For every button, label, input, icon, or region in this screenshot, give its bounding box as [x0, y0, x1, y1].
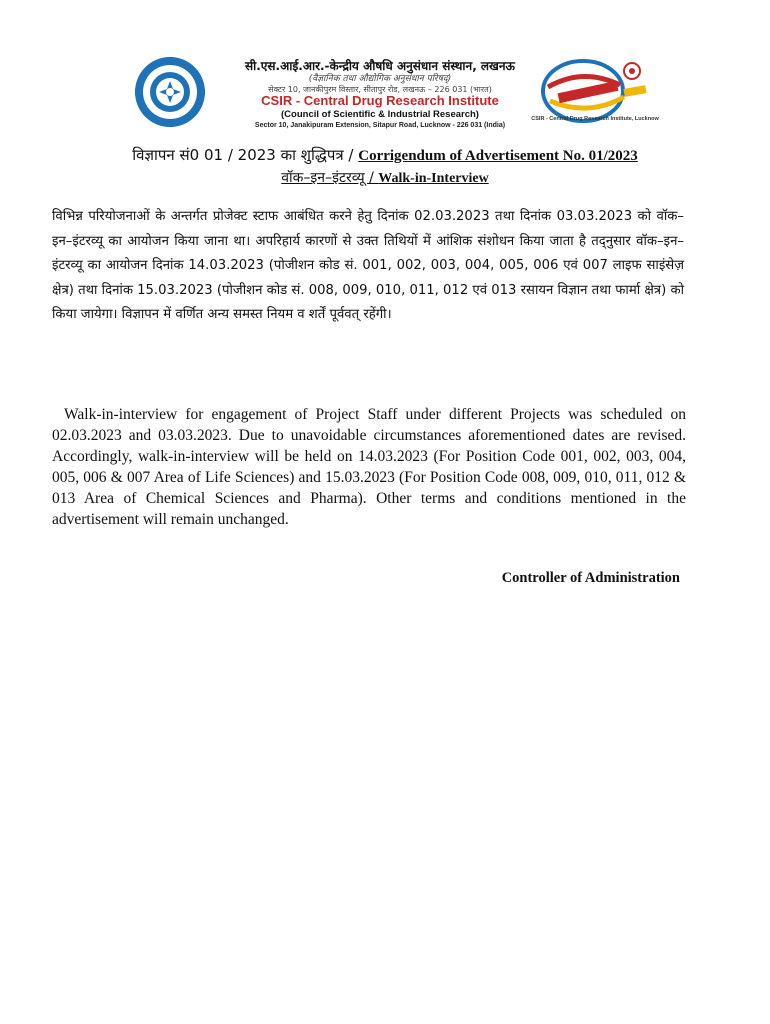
council-name-hindi: (वैज्ञानिक तथा औद्योगिक अनुसंधान परिषद्)	[308, 74, 452, 84]
walk-in-title-english: Walk-in-Interview	[378, 171, 489, 186]
institute-name-english: CSIR - Central Drug Research Institute	[261, 93, 499, 108]
corrigendum-title	[0, 145, 770, 165]
council-name-english: (Council of Scientific & Industrial Research)	[281, 109, 479, 120]
walk-in-title-hindi: वॉक–इन–इंटरव्यू /	[281, 170, 379, 186]
corrigendum-title-hindi: विज्ञापन सं0 01 / 2023 का शुद्धिपत्र /	[132, 146, 359, 164]
walk-in-title	[0, 168, 770, 187]
right-logo-caption: CSIR - Central Drug Research Institute, Lucknow	[531, 116, 659, 122]
csir-logo-icon	[133, 55, 207, 129]
corrigendum-title-english: Corrigendum of Advertisement No. 01/2023	[358, 148, 638, 164]
notice-paragraph-english: Walk-in-interview for engagement of Project Staff under different Projects was scheduled on 02.03.2023 and 03.03.2023. Due to unavoidable circumstances aforementioned dates are revised. Accordingly, walk-in-interview will be held on 14.03.2023 (For Position Code 001, 002, 003, 004, 005, 006 & 007 Area of Life Sciences) and 15.03.2023 (For Position Code 008, 009, 010, 011, 012 & 013 Area of Chemical Sciences and Pharma). Other terms and conditions mentioned in the advertisement will remain unchanged.	[52, 406, 686, 528]
letterhead	[0, 0, 770, 140]
address-hindi: सेक्टर 10, जानकीपुरम विस्तार, सीतापुर रोड, लखनऊ – 226 031 (भारत)	[268, 85, 492, 94]
institute-name-hindi: सी.एस.आई.आर.-केन्द्रीय औषधि अनुसंधान संस्थान, लखनऊ	[245, 59, 515, 73]
signatory-designation: Controller of Administration	[501, 570, 680, 586]
address-english: Sector 10, Janakipuram Extension, Sitapur Road, Lucknow - 226 031 (India)	[254, 122, 506, 129]
notice-paragraph-hindi: विभिन्न परियोजनाओं के अन्तर्गत प्रोजेक्ट स्टाफ आबंधित करने हेतु दिनांक 02.03.2023 तथा दिनांक 03.03.2023 को वॉक–इन–इंटरव्यू का आयोजन किया जाना था। अपरिहार्य कारणों से उक्त तिथियों में आंशिक संशोधन किया जाता है तद्नुसार वॉक–इन–इंटरव्यू का आयोजन दिनांक 14.03.2023 (पोजीशन कोड सं. 001, 002, 003, 004, 005, 006 एवं 007 लाइफ साइंसेज़ क्षेत्र) तथा दिनांक 15.03.2023 (पोजीशन कोड सं. 008, 009, 010, 011, 012 एवं 013 रसायन विज्ञान तथा फार्मा क्षेत्र) को किया जायेगा। विज्ञापन में वर्णित अन्य समस्त नियम व शर्तें पूर्ववत् रहेंगी।	[52, 209, 684, 322]
